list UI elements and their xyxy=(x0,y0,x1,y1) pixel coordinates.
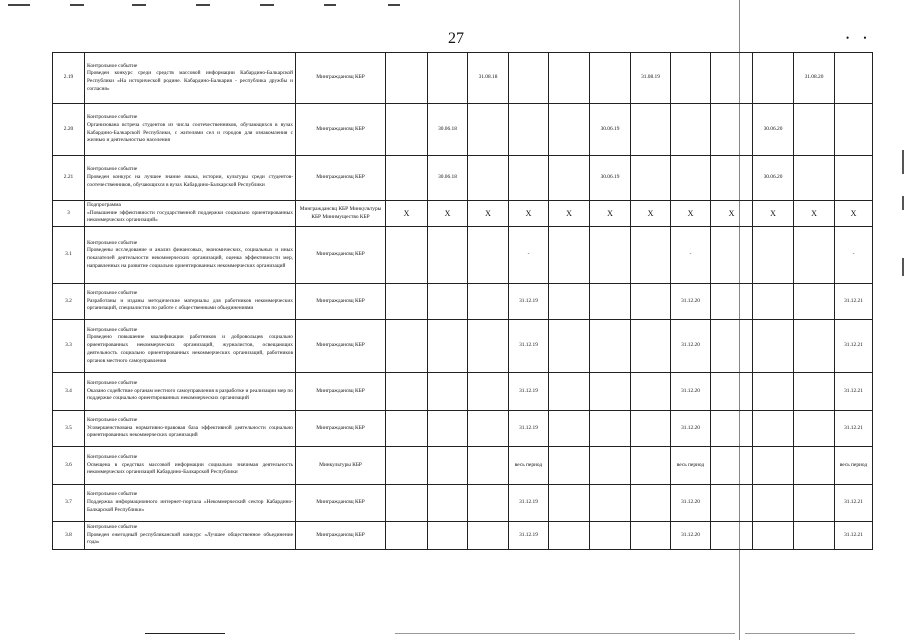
schedule-cell: 31.12.20 xyxy=(671,411,711,447)
event-text: Проведен конкурс среди средств массовой информации Кабардино-Балкарской Республики «На исторической родине. Кабардино-Балкария - республика дружбы и согласия» xyxy=(87,70,293,92)
schedule-cell: 31.12.20 xyxy=(671,284,711,320)
schedule-cell: 30.06.20 xyxy=(753,104,794,156)
schedule-cell: 31.12.21 xyxy=(835,284,873,320)
schedule-cell: 31.08.20 xyxy=(794,53,835,104)
schedule-cell: 30.06.19 xyxy=(590,156,631,201)
schedule-cell xyxy=(590,373,631,411)
event-type-label: Контрольное событие xyxy=(87,62,138,69)
schedule-cell xyxy=(509,53,549,104)
schedule-cell xyxy=(590,522,631,550)
schedule-cell xyxy=(711,447,753,485)
responsible-executor: Минграждансвц КБР xyxy=(296,156,386,201)
schedule-cell: 31.12.20 xyxy=(671,522,711,550)
bottom-mark xyxy=(145,633,225,634)
schedule-cell xyxy=(549,156,590,201)
schedule-cell: 31.12.21 xyxy=(835,320,873,373)
schedule-cell xyxy=(711,522,753,550)
schedule-cell xyxy=(549,373,590,411)
row-number: 3 xyxy=(53,201,85,227)
schedule-cell xyxy=(386,522,428,550)
event-description xyxy=(85,53,296,104)
schedule-cell xyxy=(671,53,711,104)
event-description xyxy=(85,227,296,284)
schedule-cell xyxy=(590,447,631,485)
row-number: 3.3 xyxy=(53,320,85,373)
schedule-cell: X xyxy=(753,201,794,227)
row-number: 3.5 xyxy=(53,411,85,447)
schedule-cell xyxy=(428,320,468,373)
schedule-cell xyxy=(671,156,711,201)
schedule-cell xyxy=(753,373,794,411)
schedule-cell: 31.12.21 xyxy=(835,522,873,550)
schedule-cell xyxy=(835,53,873,104)
event-type-label: Контрольное событие xyxy=(87,289,138,296)
corner-mark: • • xyxy=(846,33,873,43)
schedule-cell xyxy=(468,227,509,284)
responsible-executor: Минграждансвц КБР xyxy=(296,104,386,156)
schedule-cell: X xyxy=(711,201,753,227)
schedule-cell xyxy=(386,320,428,373)
schedule-cell xyxy=(631,373,671,411)
table-row xyxy=(53,201,873,227)
table-row xyxy=(53,447,873,485)
table-row xyxy=(53,104,873,156)
schedule-cell: 31.12.19 xyxy=(509,411,549,447)
schedule-cell xyxy=(711,320,753,373)
schedule-cell xyxy=(794,485,835,522)
table-row xyxy=(53,284,873,320)
row-number: 3.4 xyxy=(53,373,85,411)
event-text: Поддержка информационного интернет-портала «Некоммерческий сектор Кабардино-Балкарской Республики» xyxy=(87,499,293,513)
schedule-cell xyxy=(386,227,428,284)
schedule-cell: X xyxy=(631,201,671,227)
schedule-cell xyxy=(590,53,631,104)
schedule-cell xyxy=(631,156,671,201)
event-type-label: Контрольное событие xyxy=(87,491,138,498)
schedule-cell: - xyxy=(835,227,873,284)
schedule-cell xyxy=(631,447,671,485)
schedule-cell: 31.12.20 xyxy=(671,320,711,373)
schedule-cell xyxy=(549,104,590,156)
schedule-cell: X xyxy=(386,201,428,227)
schedule-cell xyxy=(509,156,549,201)
responsible-executor: Минграждансвц КБР xyxy=(296,373,386,411)
table-row xyxy=(53,320,873,373)
event-description xyxy=(85,284,296,320)
row-number: 3.8 xyxy=(53,522,85,550)
schedule-cell xyxy=(549,522,590,550)
row-number: 3.1 xyxy=(53,227,85,284)
schedule-cell xyxy=(590,284,631,320)
schedule-cell: весь период xyxy=(835,447,873,485)
schedule-cell xyxy=(753,53,794,104)
schedule-cell xyxy=(711,156,753,201)
schedule-cell xyxy=(386,485,428,522)
row-number: 2.21 xyxy=(53,156,85,201)
schedule-cell: 31.12.19 xyxy=(509,522,549,550)
schedule-cell: 31.12.19 xyxy=(509,320,549,373)
event-type-label: Контрольное событие xyxy=(87,166,138,173)
edge-mark xyxy=(902,258,904,276)
row-number: 3.2 xyxy=(53,284,85,320)
event-text: Проведен конкурс на лучшее знание языка, истории, культуры среди студентов-соотечественников, обучающихся в вузах Кабардино-Балкарской Республики xyxy=(87,174,293,188)
responsible-executor: Минграждансвц КБР xyxy=(296,227,386,284)
event-text: Проведены исследование и анализ финансовых, экономических, социальных и иных показателей деятельности некоммерческих организаций, оценка эффективности мер, направленных на развитие социально ориентированных некоммерческих организаций xyxy=(87,247,293,269)
schedule-cell xyxy=(711,53,753,104)
schedule-cell xyxy=(753,522,794,550)
schedule-cell: X xyxy=(794,201,835,227)
schedule-cell: X xyxy=(671,201,711,227)
schedule-cell: - xyxy=(509,227,549,284)
schedule-cell xyxy=(711,227,753,284)
responsible-executor: Минграждансвц КБР xyxy=(296,485,386,522)
event-type-label: Контрольное событие xyxy=(87,114,138,121)
schedule-cell: X xyxy=(509,201,549,227)
schedule-cell xyxy=(549,411,590,447)
schedule-cell xyxy=(468,156,509,201)
schedule-cell xyxy=(711,284,753,320)
schedule-cell xyxy=(590,227,631,284)
schedule-cell xyxy=(386,373,428,411)
schedule-cell xyxy=(386,104,428,156)
schedule-table xyxy=(52,52,873,550)
schedule-cell xyxy=(835,104,873,156)
schedule-cell xyxy=(631,227,671,284)
schedule-cell xyxy=(468,284,509,320)
responsible-executor: Минграждансвц КБР xyxy=(296,320,386,373)
event-type-label: Контрольное событие xyxy=(87,239,138,246)
event-description xyxy=(85,411,296,447)
schedule-cell: 31.12.20 xyxy=(671,485,711,522)
table-row xyxy=(53,411,873,447)
schedule-cell xyxy=(386,447,428,485)
schedule-cell xyxy=(631,104,671,156)
schedule-cell xyxy=(794,522,835,550)
event-description xyxy=(85,104,296,156)
responsible-executor: Минграждансвц КБР xyxy=(296,411,386,447)
schedule-cell xyxy=(468,373,509,411)
schedule-cell: весь период xyxy=(671,447,711,485)
schedule-cell xyxy=(590,320,631,373)
schedule-cell xyxy=(631,485,671,522)
schedule-cell xyxy=(631,522,671,550)
schedule-cell xyxy=(753,227,794,284)
schedule-cell xyxy=(753,485,794,522)
schedule-cell xyxy=(753,447,794,485)
event-description xyxy=(85,522,296,550)
schedule-cell: 31.12.21 xyxy=(835,373,873,411)
schedule-cell xyxy=(631,320,671,373)
schedule-cell xyxy=(835,156,873,201)
schedule-cell: 31.12.21 xyxy=(835,411,873,447)
table-row xyxy=(53,156,873,201)
event-description xyxy=(85,156,296,201)
schedule-cell xyxy=(549,284,590,320)
schedule-cell xyxy=(386,284,428,320)
schedule-cell: 30.06.18 xyxy=(428,104,468,156)
event-description xyxy=(85,485,296,522)
schedule-cell xyxy=(753,320,794,373)
bottom-mark xyxy=(395,633,735,634)
schedule-cell xyxy=(794,320,835,373)
schedule-cell: 31.12.20 xyxy=(671,373,711,411)
event-type-label: Контрольное событие xyxy=(87,453,138,460)
schedule-cell xyxy=(428,447,468,485)
schedule-cell: X xyxy=(428,201,468,227)
schedule-cell xyxy=(509,104,549,156)
schedule-cell: 31.12.19 xyxy=(509,373,549,411)
edge-mark xyxy=(902,150,904,174)
event-description xyxy=(85,201,296,227)
schedule-cell xyxy=(468,522,509,550)
responsible-executor: Минграждансвц КБР xyxy=(296,53,386,104)
schedule-cell xyxy=(549,320,590,373)
schedule-cell xyxy=(794,156,835,201)
schedule-cell: 30.06.18 xyxy=(428,156,468,201)
event-type-label: Контрольное событие xyxy=(87,416,138,423)
schedule-cell xyxy=(428,227,468,284)
schedule-cell xyxy=(549,53,590,104)
schedule-cell xyxy=(711,485,753,522)
schedule-cell: - xyxy=(671,227,711,284)
schedule-cell xyxy=(794,284,835,320)
event-text: Проведен ежегодный республиканский конкурс «Лучшее общественное объединение года» xyxy=(87,531,293,546)
schedule-cell xyxy=(590,485,631,522)
event-text: «Повышение эффективности государственной поддержки социально ориентированных некоммерческих организаций» xyxy=(87,209,293,224)
schedule-cell xyxy=(671,104,711,156)
event-type-label: Контрольное событие xyxy=(87,326,138,333)
event-description xyxy=(85,320,296,373)
schedule-cell: X xyxy=(590,201,631,227)
schedule-cell: весь период xyxy=(509,447,549,485)
schedule-cell xyxy=(468,320,509,373)
schedule-cell xyxy=(753,411,794,447)
table-row xyxy=(53,485,873,522)
schedule-cell xyxy=(549,485,590,522)
schedule-cell xyxy=(711,411,753,447)
schedule-cell: 30.06.20 xyxy=(753,156,794,201)
schedule-cell xyxy=(386,53,428,104)
schedule-cell xyxy=(428,373,468,411)
event-text: Усовершенствована нормативно-правовая база эффективной деятельности социально ориентированных некоммерческих организаций xyxy=(87,424,293,439)
schedule-cell xyxy=(794,373,835,411)
schedule-cell xyxy=(428,522,468,550)
event-type-label: Подпрограмма xyxy=(87,201,121,208)
schedule-cell: X xyxy=(835,201,873,227)
schedule-cell xyxy=(631,284,671,320)
schedule-cell: 31.12.19 xyxy=(509,284,549,320)
page-number: 27 xyxy=(448,30,464,47)
schedule-cell: 31.12.21 xyxy=(835,485,873,522)
event-text: Освещена в средствах массовой информации социально значимая деятельность некоммерческих организаций Кабардино-Балкарской Республики xyxy=(87,461,293,476)
schedule-cell xyxy=(549,447,590,485)
schedule-cell xyxy=(428,284,468,320)
table-row xyxy=(53,522,873,550)
row-number: 3.7 xyxy=(53,485,85,522)
schedule-cell: 31.12.19 xyxy=(509,485,549,522)
responsible-executor: Минкультуры КБР xyxy=(296,447,386,485)
schedule-cell xyxy=(428,485,468,522)
schedule-cell xyxy=(711,373,753,411)
event-description xyxy=(85,447,296,485)
schedule-cell xyxy=(711,104,753,156)
responsible-executor: Минграждансвц КБР xyxy=(296,522,386,550)
schedule-cell xyxy=(753,284,794,320)
schedule-cell xyxy=(590,411,631,447)
schedule-cell xyxy=(794,227,835,284)
event-text: Проведено повышение квалификации работников и добровольцев социально ориентированных некоммерческих организаций, журналистов, освещающих деятельность социально ориентированных некоммерческих организаций, работников органов местного самоуправления xyxy=(87,334,293,364)
schedule-cell xyxy=(428,411,468,447)
row-number: 2.20 xyxy=(53,104,85,156)
responsible-executor: Минграждансвц КБР Минкультуры КБР Минимущество КБР xyxy=(296,201,386,227)
schedule-cell: 31.08.18 xyxy=(468,53,509,104)
schedule-cell xyxy=(794,411,835,447)
table-row xyxy=(53,227,873,284)
schedule-cell xyxy=(386,156,428,201)
table-row xyxy=(53,373,873,411)
schedule-cell xyxy=(468,485,509,522)
schedule-cell xyxy=(631,411,671,447)
bottom-mark xyxy=(745,633,855,634)
schedule-cell xyxy=(549,227,590,284)
schedule-cell xyxy=(468,104,509,156)
schedule-cell: 30.06.19 xyxy=(590,104,631,156)
row-number: 2.19 xyxy=(53,53,85,104)
event-description xyxy=(85,373,296,411)
responsible-executor: Минграждансвц КБР xyxy=(296,284,386,320)
schedule-cell xyxy=(468,411,509,447)
event-type-label: Контрольное событие xyxy=(87,379,138,386)
schedule-cell: X xyxy=(549,201,590,227)
schedule-cell xyxy=(794,104,835,156)
event-text: Организована встреча студентов из числа соотечественников, обучающихся в вузах Кабардино-Балкарской Республики, с жителями сел и городов для ознакомления с жизнью и деятельностью населения xyxy=(87,121,293,144)
event-text: Разработаны и изданы методические материалы для работников некоммерческих организаций, специалистов по работе с общественными объединениями xyxy=(87,297,293,312)
event-text: Оказано содействие органам местного самоуправления в разработке и реализации мер по поддержке социально ориентированных некоммерческих организаций xyxy=(87,387,293,402)
schedule-cell xyxy=(794,447,835,485)
schedule-cell: X xyxy=(468,201,509,227)
table-row xyxy=(53,53,873,104)
schedule-cell xyxy=(428,53,468,104)
row-number: 3.6 xyxy=(53,447,85,485)
schedule-cell: 31.08.19 xyxy=(631,53,671,104)
schedule-cell xyxy=(468,447,509,485)
edge-mark xyxy=(902,196,904,210)
event-type-label: Контрольное событие xyxy=(87,523,138,530)
schedule-cell xyxy=(386,411,428,447)
